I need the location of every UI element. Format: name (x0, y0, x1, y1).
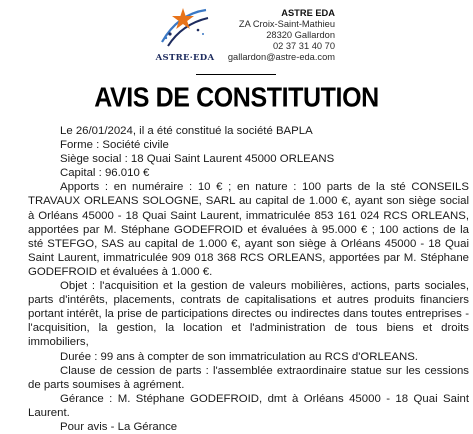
paragraph-clause: Clause de cession de parts : l'assemblée extraordinaire statue sur les cessions de parts soumises à agrément. (28, 364, 469, 391)
email-address: gallardon@astre-eda.com (227, 52, 335, 63)
divider-rule (196, 74, 276, 75)
paragraph-signature: Pour avis - La Gérance (60, 420, 178, 433)
address-line-1: ZA Croix-Saint-Mathieu (238, 19, 335, 30)
paragraph-capital: Capital : 96.010 € (60, 167, 150, 180)
paragraph-forme: Forme : Société civile (60, 139, 169, 152)
address-line-2: 28320 Gallardon (266, 30, 335, 41)
paragraph-gerance: Gérance : M. Stéphane GODEFROID, dmt à Orléans 45000 - 18 Quai Saint Laurent. (28, 392, 469, 419)
notice-body (28, 124, 469, 434)
notice-title: AVIS DE CONSTITUTION (94, 82, 379, 114)
paragraph-objet: Objet : l'acquisition et la gestion de valeurs mobilières, actions, parts sociales, parts d'intérêts, placements, contrats de capitalisations et autres produits financiers portant intérêt, la prise de participations directes ou indirectes dans toutes entreprises - l'acquisition, la gestion, la location et l'administration de tous biens et droits immobiliers, (28, 280, 469, 349)
paragraph-apports: Apports : en numéraire : 10 € ; en nature : 100 parts de la sté CONSEILS TRAVAUX ORLEANS SOLOGNE, SARL au capital de 1.000 €, ayant son siège social à Orléans 45000 - 18 Quai Saint Laurent, immatriculée 853 161 024 RCS ORLEANS, apportées par M. Stéphane GODEFROID et évaluées à 95.000 € ; 100 actions de la sté STEFGO, SAS au capital de 1.000 €, ayant son siège à Orléans 45000 - 18 Quai Saint Laurent, immatriculée 909 018 368 RCS ORLEANS, apportées par M. Stéphane GODEFROID et évaluées à 1.000 €. (28, 181, 469, 278)
paragraph-duree: Durée : 99 ans à compter de son immatriculation au RCS d'ORLEANS. (60, 350, 418, 363)
phone-number: 02 37 31 40 70 (272, 41, 335, 52)
contact-block (205, 8, 335, 63)
paragraph-siege: Siège social : 18 Quai Saint Laurent 45000 ORLEANS (60, 153, 335, 166)
paragraph-date: Le 26/01/2024, il a été constitué la société BAPLA (60, 125, 313, 137)
logo-text: ASTRE·EDA (155, 53, 215, 63)
company-name: ASTRE EDA (281, 8, 335, 18)
